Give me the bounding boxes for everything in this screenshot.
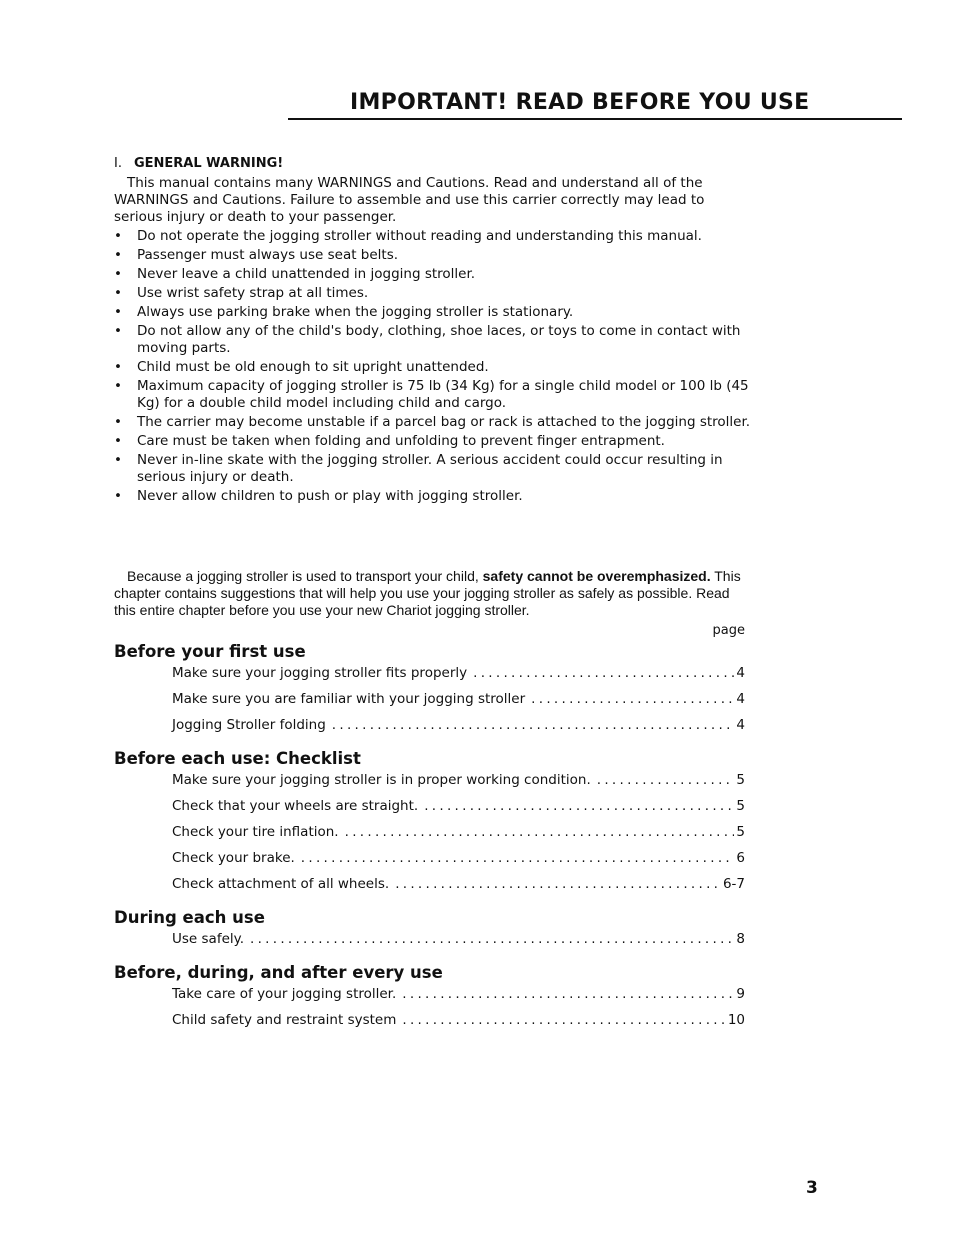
toc-entry[interactable] [172,874,745,900]
toc-page-label: page [712,623,745,638]
warning-item: • Never leave a child unattended in jogging stroller. [114,266,754,283]
toc-section-title: During each use [114,908,265,927]
toc-entry-page: 4 [736,691,745,707]
toc-leader [402,984,734,1004]
toc-entry-page: 4 [736,665,745,681]
toc-entry-label: Use safely. [172,931,244,947]
toc-entry-label: Jogging Stroller folding [172,717,326,733]
toc-entry-label: Check your brake. [172,850,295,866]
toc-leader [531,689,734,709]
warning-item: • Passenger must always use seat belts. [114,247,754,264]
warning-item: • Child must be old enough to sit upright unattended. [114,359,754,376]
toc-leader [332,715,735,735]
safety-emphasis: safety cannot be overemphasized. [482,568,711,584]
table-of-contents [114,622,745,1036]
warning-item: • The carrier may become unstable if a parcel bag or rack is attached to the jogging stroller. [114,414,754,431]
toc-entry-label: Check attachment of all wheels. [172,876,390,892]
toc-entry-page: 4 [736,717,745,733]
warning-item: • Do not allow any of the child's body, clothing, shoe laces, or toys to come in contact with moving parts. [114,323,754,357]
toc-entry-label: Make sure your jogging stroller is in proper working condition. [172,772,591,788]
warning-item: • Do not operate the jogging stroller without reading and understanding this manual. [114,228,754,245]
safety-paragraph [114,568,754,619]
toc-entry-label: Make sure your jogging stroller fits properly [172,665,468,681]
toc-section-title: Before each use: Checklist [114,749,361,768]
warning-item: • Use wrist safety strap at all times. [114,285,754,302]
warning-heading-label: GENERAL WARNING! [133,156,284,171]
toc-entry[interactable] [172,822,745,848]
toc-entry-page: 5 [736,798,745,814]
toc-entry-page: 6 [736,850,745,866]
warning-item: • Never allow children to push or play with jogging stroller. [114,488,754,505]
toc-entry[interactable] [172,984,745,1010]
toc-entry-page: 10 [727,1012,745,1028]
toc-entry[interactable] [172,663,745,689]
toc-section-title: Before your first use [114,642,306,661]
toc-entry-page: 8 [736,931,745,947]
toc-entry[interactable] [172,715,745,741]
toc-leader [301,848,735,868]
warning-intro: This manual contains many WARNINGS and Cautions. Read and understand all of the WARNINGS and Cautions. Failure to assemble and use this carrier correctly may lead to serious injury or death to your passenger. [114,175,705,225]
toc-leader [597,770,735,790]
toc-leader [395,874,721,894]
toc-entry-page: 5 [736,824,745,840]
toc-entry-label: Check your tire inflation. [172,824,339,840]
toc-entry[interactable] [172,929,745,955]
warning-list [114,228,754,505]
toc-entry[interactable] [172,1010,745,1036]
toc-entry-page: 6-7 [722,876,745,892]
toc-entry[interactable] [172,689,745,715]
toc-leader [345,822,735,842]
warning-item: • Always use parking brake when the jogging stroller is stationary. [114,304,754,321]
toc-leader [424,796,734,816]
page-title: IMPORTANT! READ BEFORE YOU USE [350,90,810,115]
safety-rest: This chapter contains suggestions that will help you use your jogging stroller as safely as possible. Read this entire chapter before you use your new Chariot jogging stroller. [114,568,741,618]
safety-lead: Because a jogging stroller is used to transport your child, [127,568,483,584]
title-rule [288,88,902,120]
toc-entry-label: Child safety and restraint system [172,1012,397,1028]
toc-entry-label: Check that your wheels are straight. [172,798,419,814]
warning-item: • Maximum capacity of jogging stroller is 75 lb (34 Kg) for a single child model or 100 lb (45 Kg) for a double child model including child and cargo. [114,378,754,412]
warning-item: • Care must be taken when folding and unfolding to prevent finger entrapment. [114,433,754,450]
general-warning-section [114,155,754,507]
page-number: 3 [806,1178,818,1198]
toc-leader [473,663,734,683]
warning-number: I. [114,156,122,171]
toc-leader [402,1010,725,1030]
toc-entry-label: Make sure you are familiar with your jogging stroller [172,691,526,707]
toc-entry-page: 5 [736,772,745,788]
toc-entry-label: Take care of your jogging stroller. [172,986,397,1002]
toc-section-title: Before, during, and after every use [114,963,443,982]
warning-item: • Never in-line skate with the jogging stroller. A serious accident could occur resulting in serious injury or death. [114,452,754,486]
warning-heading [114,155,754,172]
toc-entry[interactable] [172,796,745,822]
toc-entry[interactable] [172,848,745,874]
toc-entry[interactable] [172,770,745,796]
toc-leader [250,929,734,949]
toc-entry-page: 9 [736,986,745,1002]
